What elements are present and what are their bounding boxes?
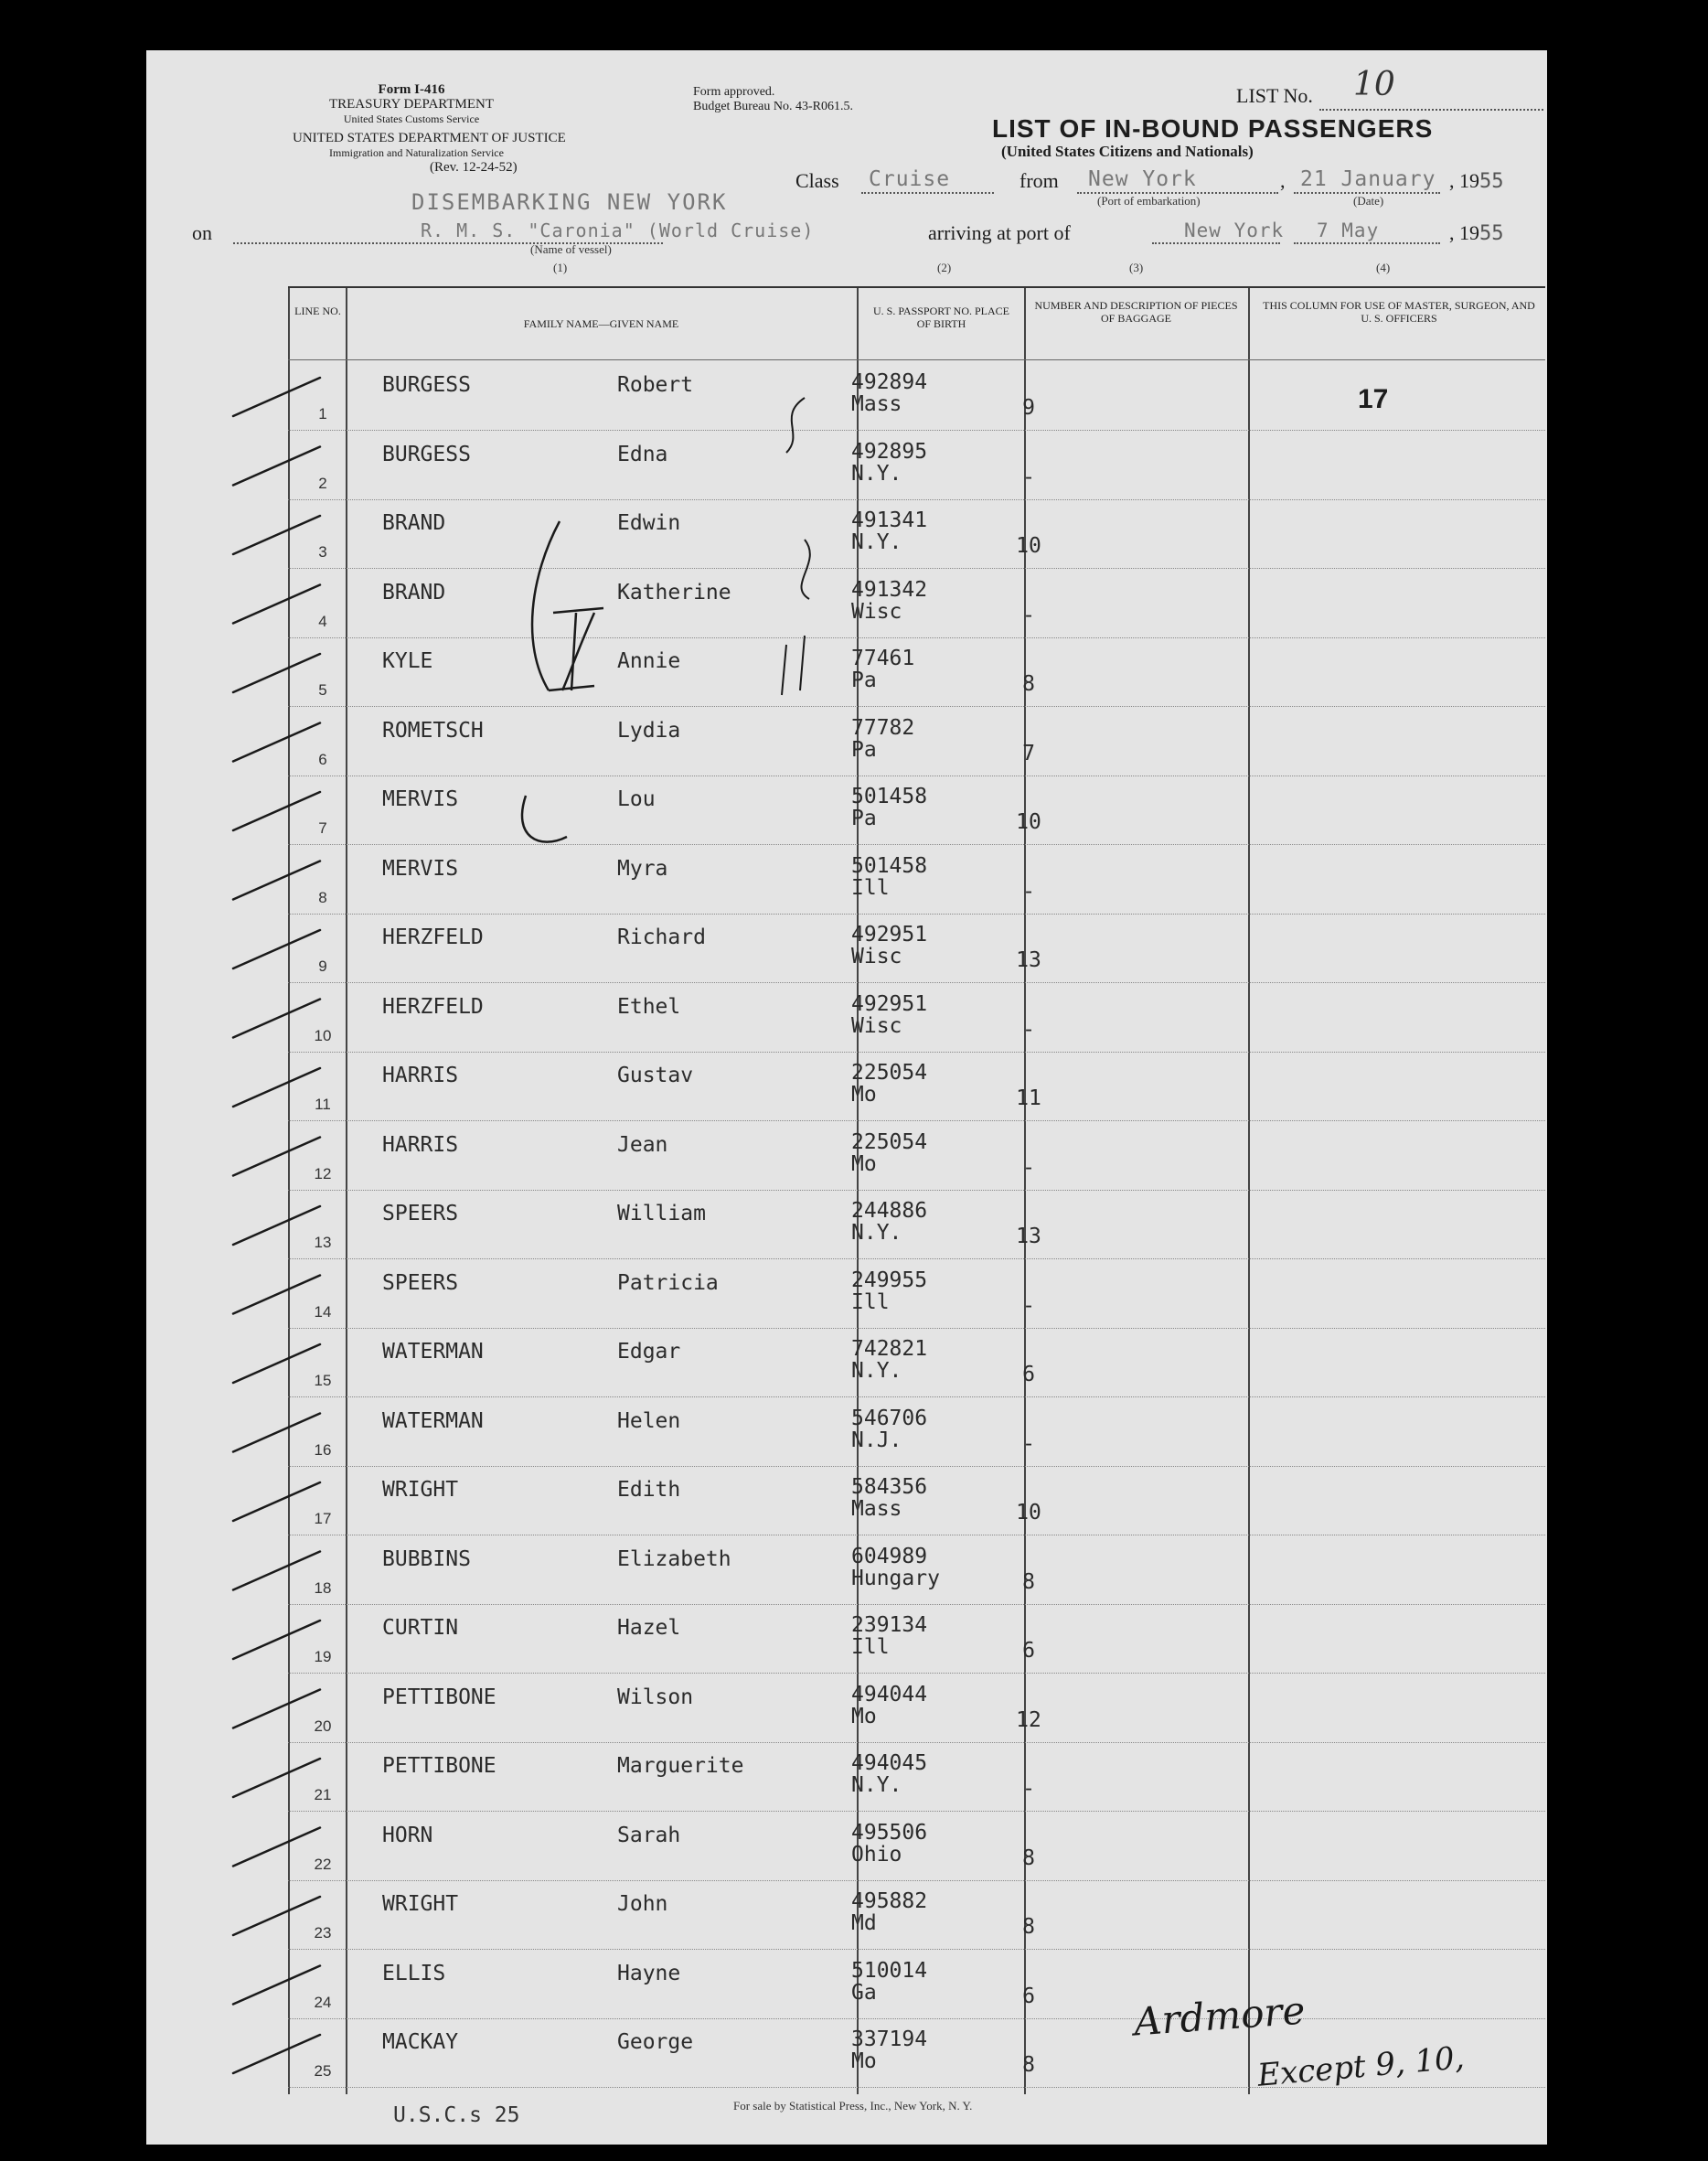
family-name: HARRIS <box>382 1064 459 1087</box>
baggage-count: - <box>1022 1777 1035 1801</box>
place-of-birth: Ill <box>851 1289 890 1314</box>
baggage-count: - <box>1022 603 1035 627</box>
arrival-date: 7 May <box>1317 219 1380 241</box>
family-name: MERVIS <box>382 787 459 811</box>
year-1-value: 55 <box>1479 170 1504 193</box>
table-row <box>288 1259 1545 1329</box>
justice-label: UNITED STATES DEPARTMENT OF JUSTICE <box>293 131 566 145</box>
col-num-2: (2) <box>937 261 952 274</box>
passport-number: 337194 <box>851 2027 928 2051</box>
place-of-birth: Pa <box>851 737 877 762</box>
passport-number: 225054 <box>851 1129 928 1154</box>
place-of-birth: Ohio <box>851 1842 902 1867</box>
baggage-count: 8 <box>1022 1915 1035 1939</box>
given-name: Lou <box>617 787 656 811</box>
family-name: WATERMAN <box>382 1408 484 1433</box>
vessel-value: R. M. S. "Caronia" (World Cruise) <box>421 219 815 241</box>
rev-label: (Rev. 12-24-52) <box>430 160 518 175</box>
place-of-birth: Mo <box>851 1083 877 1107</box>
table-row <box>288 1535 1545 1605</box>
line-number: 14 <box>314 1302 332 1321</box>
passport-number: 225054 <box>851 1061 928 1085</box>
given-name: Edna <box>617 442 668 466</box>
passport-number: 244886 <box>851 1199 928 1223</box>
table-row <box>288 1466 1545 1535</box>
place-of-birth: Md <box>851 1911 877 1935</box>
class-label: Class <box>795 169 839 192</box>
family-name: BURGESS <box>382 373 471 397</box>
vessel-caption: (Name of vessel) <box>530 242 612 256</box>
family-name: PETTIBONE <box>382 1754 496 1778</box>
line-number: 20 <box>314 1717 332 1735</box>
baggage-count: 8 <box>1022 1569 1035 1594</box>
given-name: George <box>617 2030 694 2054</box>
line-number: 16 <box>314 1440 332 1459</box>
line-number: 17 <box>314 1510 332 1527</box>
class-line <box>861 192 994 194</box>
table-row <box>288 776 1545 845</box>
manifest-page <box>146 50 1547 2145</box>
page-title: LIST OF IN-BOUND PASSENGERS <box>992 114 1434 143</box>
given-name: Edwin <box>617 511 681 535</box>
family-name: HARRIS <box>382 1132 459 1157</box>
table-row <box>288 1190 1545 1259</box>
family-name: HERZFELD <box>382 925 484 949</box>
table-row <box>288 1742 1545 1812</box>
table-row <box>288 1121 1545 1191</box>
baggage-count: 6 <box>1022 1639 1035 1663</box>
passport-number: 492951 <box>851 991 928 1016</box>
given-name: Katherine <box>617 580 731 604</box>
header-name: FAMILY NAME—GIVEN NAME <box>523 317 679 330</box>
port-line <box>1152 242 1280 244</box>
baggage-count: 8 <box>1022 2053 1035 2077</box>
line-number: 2 <box>318 474 327 492</box>
header-passport: U. S. PASSPORT NO. PLACE OF BIRTH <box>873 305 1009 330</box>
table-row <box>288 914 1545 983</box>
line-number: 1 <box>318 405 327 423</box>
family-name: MACKAY <box>382 2030 459 2054</box>
line-number: 7 <box>318 819 327 837</box>
form-number: Form I-416 <box>378 82 445 97</box>
from-value: New York <box>1088 167 1197 191</box>
passport-number: 604989 <box>851 1544 928 1568</box>
family-name: KYLE <box>382 649 433 673</box>
approval-line-1: Form approved. <box>693 85 775 99</box>
passport-number: 492894 <box>851 370 928 394</box>
line-number: 3 <box>318 543 327 561</box>
passport-number: 491342 <box>851 577 928 602</box>
line-number: 5 <box>318 681 327 699</box>
table-row <box>288 637 1545 707</box>
table-row <box>288 707 1545 776</box>
line-number: 13 <box>314 1234 332 1251</box>
family-name: BUBBINS <box>382 1546 471 1571</box>
given-name: Patricia <box>617 1270 719 1295</box>
line-number: 22 <box>314 1855 332 1873</box>
date-caption: (Date) <box>1353 194 1384 208</box>
arriving-port: New York <box>1184 219 1285 241</box>
given-name: Elizabeth <box>617 1546 731 1571</box>
given-name: Richard <box>617 925 706 949</box>
disembarking-stamp: DISEMBARKING NEW YORK <box>411 189 728 215</box>
family-name: WATERMAN <box>382 1340 484 1364</box>
arriving-label: arriving at port of <box>928 221 1071 244</box>
family-name: ROMETSCH <box>382 718 484 743</box>
family-name: HORN <box>382 1823 433 1847</box>
year-1-prefix-text: 19 <box>1459 169 1479 192</box>
given-name: Robert <box>617 373 694 397</box>
table-row <box>288 1328 1545 1397</box>
passenger-table <box>288 286 1545 2094</box>
baggage-count: 8 <box>1022 672 1035 696</box>
header-line-no: LINE NO. <box>294 305 341 317</box>
given-name: Ethel <box>617 994 681 1019</box>
year-2-prefix: , 1955 <box>1449 221 1504 245</box>
line-number: 19 <box>314 1648 332 1665</box>
place-of-birth: Wisc <box>851 1013 902 1038</box>
place-of-birth: Pa <box>851 807 877 830</box>
table-row <box>288 1880 1545 1950</box>
passport-number: 239134 <box>851 1613 928 1637</box>
baggage-count: - <box>1022 1155 1035 1180</box>
family-name: CURTIN <box>382 1616 459 1640</box>
customs-label: United States Customs Service <box>343 112 480 125</box>
given-name: Hazel <box>617 1616 681 1640</box>
baggage-count: 10 <box>1016 810 1041 834</box>
passport-number: 584356 <box>851 1475 928 1499</box>
table-row <box>288 1397 1545 1467</box>
ins-label: Immigration and Naturalization Service <box>329 146 504 159</box>
on-label: on <box>192 221 212 244</box>
passport-number: 495882 <box>851 1889 928 1913</box>
year-2-value: 55 <box>1479 222 1504 245</box>
family-name: BRAND <box>382 580 446 604</box>
given-name: Annie <box>617 649 681 673</box>
passport-number: 494044 <box>851 1682 928 1706</box>
given-name: Marguerite <box>617 1754 744 1778</box>
line-number: 21 <box>314 1786 332 1803</box>
year-1-prefix: , 1955 <box>1449 169 1504 193</box>
passport-number: 546706 <box>851 1406 928 1430</box>
given-name: Edith <box>617 1478 681 1502</box>
place-of-birth: Ill <box>851 875 890 900</box>
passport-number: 77461 <box>851 647 915 670</box>
given-name: Lydia <box>617 718 681 743</box>
year-2-prefix-text: 19 <box>1459 221 1479 244</box>
given-name: Edgar <box>617 1340 681 1364</box>
place-of-birth: Wisc <box>851 599 902 624</box>
list-no-label: LIST No. <box>1236 84 1313 107</box>
table-row <box>288 1052 1545 1121</box>
place-of-birth: Mo <box>851 2049 877 2073</box>
form-header-left <box>293 82 530 126</box>
place-of-birth: Mass <box>851 1497 902 1521</box>
place-of-birth: N.Y. <box>851 1773 902 1797</box>
table-row <box>288 431 1545 500</box>
family-name: WRIGHT <box>382 1892 459 1916</box>
passport-number: 742821 <box>851 1337 928 1361</box>
place-of-birth: Mo <box>851 1151 877 1176</box>
class-value: Cruise <box>869 167 951 191</box>
place-of-birth: Wisc <box>851 945 902 968</box>
given-name: William <box>617 1202 706 1225</box>
line-number: 25 <box>314 2062 332 2080</box>
line-number: 10 <box>314 1026 332 1044</box>
family-name: SPEERS <box>382 1202 459 1225</box>
given-name: Hayne <box>617 1961 681 1985</box>
list-no-value: 10 <box>1353 66 1395 103</box>
given-name: Wilson <box>617 1685 694 1709</box>
baggage-count: 9 <box>1022 396 1035 420</box>
baggage-count: - <box>1022 879 1035 904</box>
passport-number: 249955 <box>851 1268 928 1292</box>
place-of-birth: Mass <box>851 392 902 416</box>
baggage-count: 7 <box>1022 741 1035 765</box>
line-number: 23 <box>314 1924 332 1942</box>
line-number: 9 <box>318 957 327 975</box>
table-row <box>288 361 1545 431</box>
footer-form-code: U.S.C.s 25 <box>393 2103 520 2127</box>
passport-number: 501458 <box>851 853 928 878</box>
col-num-4: (4) <box>1376 261 1391 274</box>
place-of-birth: N.Y. <box>851 461 902 486</box>
passport-number: 495506 <box>851 1820 928 1845</box>
family-name: HERZFELD <box>382 994 484 1019</box>
table-row <box>288 1950 1545 2019</box>
place-of-birth: Hungary <box>851 1566 940 1590</box>
table-row <box>288 569 1545 638</box>
baggage-count: 6 <box>1022 1984 1035 2008</box>
baggage-count: 6 <box>1022 1363 1035 1386</box>
family-name: BRAND <box>382 511 446 535</box>
baggage-count: - <box>1022 1431 1035 1456</box>
place-of-birth: N.Y. <box>851 530 902 554</box>
line-number: 11 <box>315 1096 331 1113</box>
page-subtitle: (United States Citizens and Nationals) <box>1001 143 1254 160</box>
passport-number: 492951 <box>851 923 928 947</box>
family-name: PETTIBONE <box>382 1685 496 1709</box>
place-of-birth: Ill <box>851 1635 890 1659</box>
baggage-count: - <box>1022 465 1035 489</box>
date-value: 21 January <box>1300 167 1436 191</box>
officer-note: 17 <box>1358 384 1389 414</box>
baggage-count: 10 <box>1016 1501 1041 1524</box>
family-name: BURGESS <box>382 442 471 466</box>
baggage-count: 8 <box>1022 1845 1035 1870</box>
place-of-birth: Mo <box>851 1704 877 1728</box>
baggage-count: 13 <box>1016 1225 1041 1248</box>
baggage-count: 13 <box>1016 948 1041 972</box>
family-name: ELLIS <box>382 1961 446 1985</box>
header-baggage: NUMBER AND DESCRIPTION OF PIECES OF BAGGAGE <box>1034 299 1238 325</box>
given-name: Sarah <box>617 1823 681 1847</box>
place-of-birth: N.Y. <box>851 1221 902 1245</box>
table-row <box>288 983 1545 1053</box>
baggage-count: 10 <box>1016 534 1041 558</box>
line-number: 15 <box>314 1372 332 1389</box>
list-no-line <box>1319 109 1543 111</box>
baggage-count: 11 <box>1016 1086 1041 1110</box>
arrival-date-line <box>1294 242 1440 244</box>
col-num-1: (1) <box>553 261 568 274</box>
given-name: Myra <box>617 856 668 881</box>
given-name: Jean <box>617 1132 668 1157</box>
line-number: 6 <box>318 750 327 768</box>
passport-number: 491341 <box>851 508 928 532</box>
place-of-birth: Ga <box>851 1980 877 2005</box>
approval-block <box>693 85 853 114</box>
passport-number: 492895 <box>851 439 928 464</box>
passport-number: 501458 <box>851 785 928 808</box>
line-number: 12 <box>314 1164 332 1182</box>
table-row <box>288 1604 1545 1674</box>
baggage-count: - <box>1022 1017 1035 1042</box>
header-rule <box>288 359 1545 360</box>
table-row <box>288 1812 1545 1881</box>
justice-header <box>293 131 658 175</box>
baggage-count: 12 <box>1016 1707 1041 1732</box>
line-number: 4 <box>318 612 327 630</box>
family-name: SPEERS <box>382 1270 459 1295</box>
passport-number: 510014 <box>851 1958 928 1983</box>
table-row <box>288 1674 1545 1743</box>
given-name: Helen <box>617 1408 681 1433</box>
given-name: Gustav <box>617 1064 694 1087</box>
approval-line-2: Budget Bureau No. 43-R061.5. <box>693 100 853 113</box>
place-of-birth: N.J. <box>851 1428 902 1452</box>
line-number: 8 <box>318 888 327 906</box>
line-number: 24 <box>314 1993 332 2011</box>
family-name: MERVIS <box>382 856 459 881</box>
from-label: from <box>1019 169 1059 192</box>
baggage-count: - <box>1022 1293 1035 1318</box>
family-name: WRIGHT <box>382 1478 459 1502</box>
treasury-label: TREASURY DEPARTMENT <box>328 97 495 112</box>
table-row <box>288 499 1545 569</box>
except-handwriting: Except 9, 10, <box>1255 2039 1467 2094</box>
line-number: 18 <box>314 1578 332 1597</box>
place-of-birth: Pa <box>851 669 877 692</box>
place-of-birth: N.Y. <box>851 1359 902 1383</box>
passport-number: 77782 <box>851 715 915 740</box>
header-officers: THIS COLUMN FOR USE OF MASTER, SURGEON, AND U. S. OFFICERS <box>1263 299 1535 325</box>
footer-printer: For sale by Statistical Press, Inc., New York, N. Y. <box>733 2099 973 2113</box>
table-row <box>288 845 1545 915</box>
passport-number: 494045 <box>851 1751 928 1775</box>
comma: , <box>1280 169 1286 192</box>
from-caption: (Port of embarkation) <box>1097 194 1201 208</box>
col-num-3: (3) <box>1129 261 1144 274</box>
given-name: John <box>617 1892 668 1916</box>
signature-handwriting: Ardmore <box>1132 1987 1307 2045</box>
